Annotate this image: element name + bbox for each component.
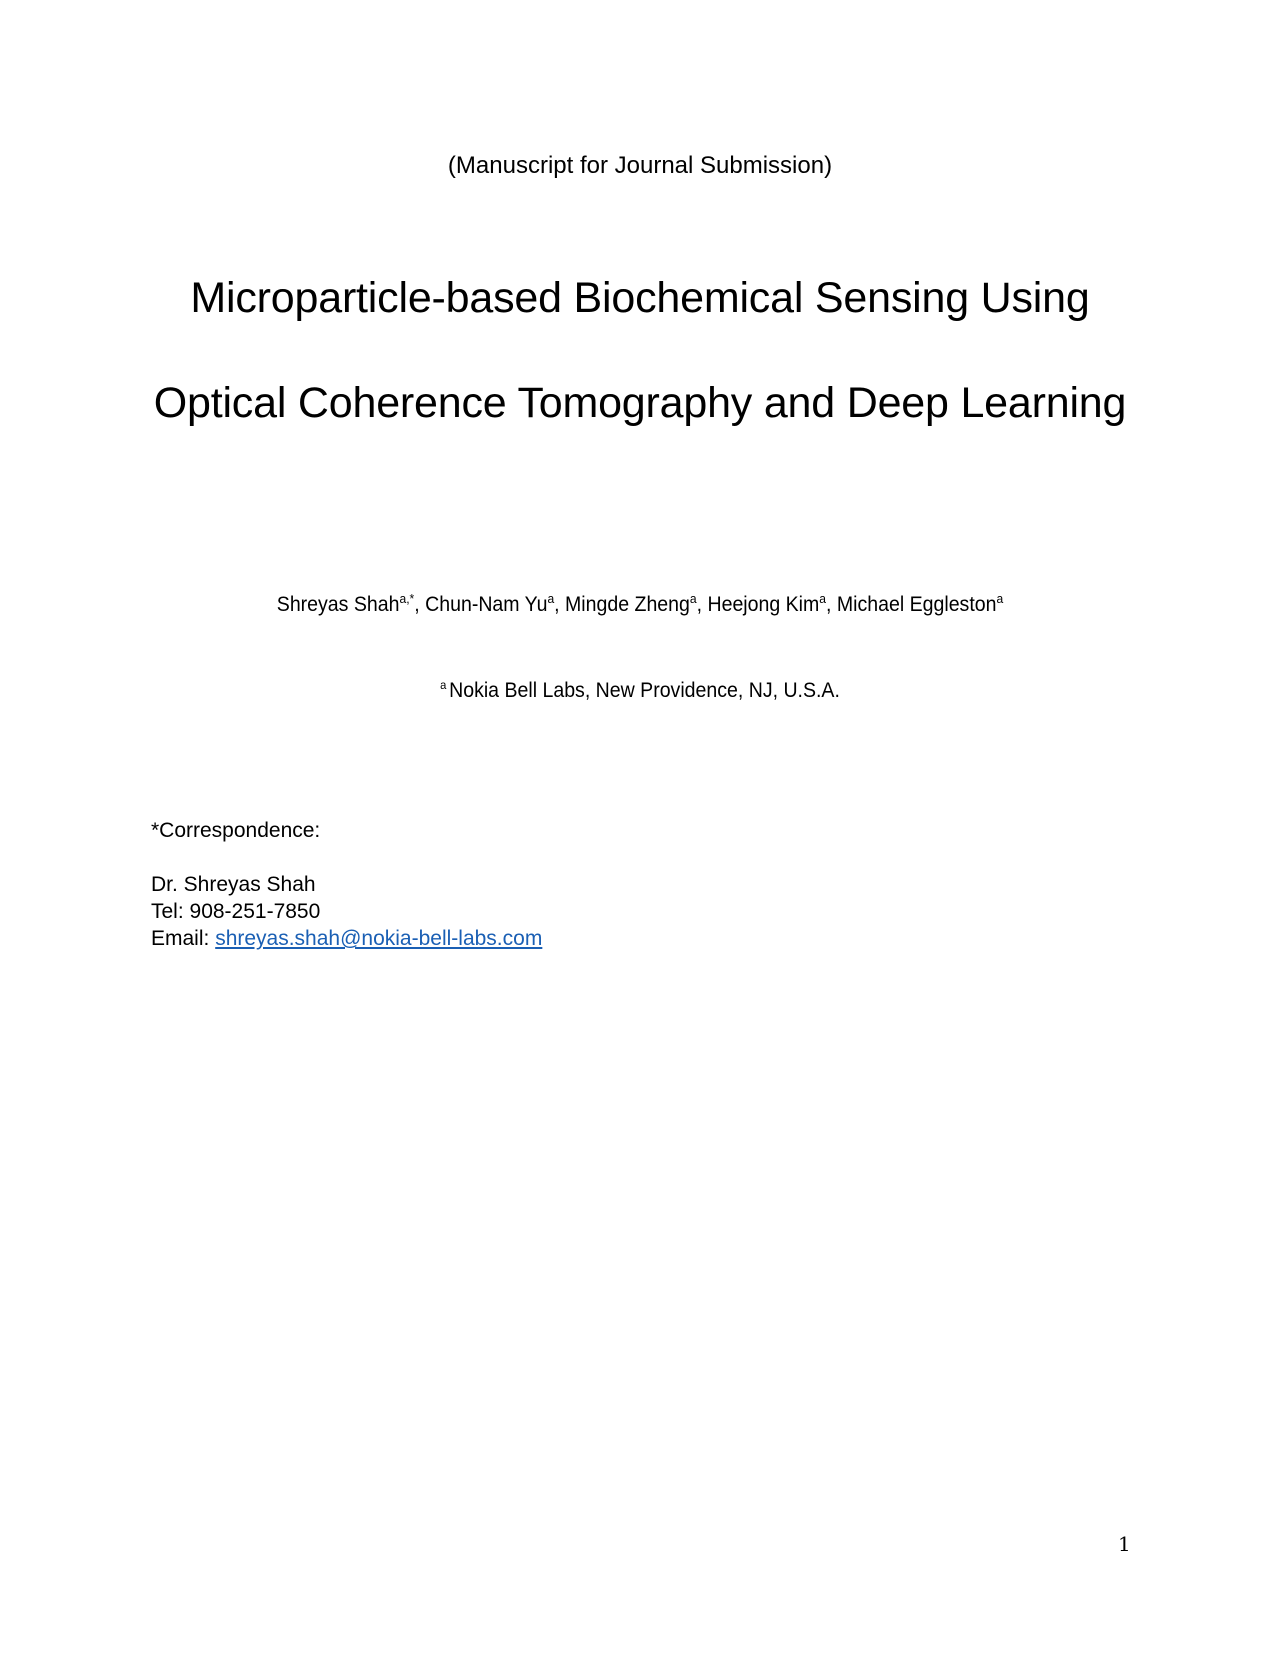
author-affiliation-mark: a [996,591,1004,606]
author-affiliation-mark: a [819,591,827,606]
author-name: Mingde Zheng [565,593,690,616]
author-name: Heejong Kim [707,593,820,616]
author-separator: , [414,593,426,616]
submission-note: (Manuscript for Journal Submission) [447,152,833,179]
author-separator: , [696,593,708,616]
affiliation-mark: a [440,678,447,692]
email-label: Email: [151,927,216,950]
paper-title-line-1: Microparticle-based Biochemical Sensing Using [190,274,1090,322]
author-affiliation-mark: a,* [399,591,415,606]
author-name: Shreyas Shah [276,593,400,616]
tel-label: Tel: [151,900,190,923]
author-name: Chun-Nam Yu [425,593,548,616]
email-link[interactable]: shreyas.shah@nokia-bell-labs.com [215,927,543,950]
correspondence-email [151,925,542,952]
paper-title-line-2: Optical Coherence Tomography and Deep Learning [153,379,1127,427]
page-number: 1 [1118,1532,1131,1556]
author-separator: , [554,593,566,616]
correspondence-tel [151,898,542,925]
author-list [45,592,1235,618]
author-name: Michael Eggleston [836,593,997,616]
author-affiliation-mark: a [689,591,697,606]
correspondence-name: Dr. Shreyas Shah [151,873,316,896]
affiliation [45,678,1235,704]
tel-number: 908-251-7850 [189,900,321,923]
author-affiliation-mark: a [547,591,555,606]
correspondence-block [151,817,542,952]
author-separator: , [826,593,837,616]
affiliation-text: Nokia Bell Labs, New Providence, NJ, U.S.A. [449,679,840,702]
correspondence-heading: *Correspondence: [151,819,321,842]
